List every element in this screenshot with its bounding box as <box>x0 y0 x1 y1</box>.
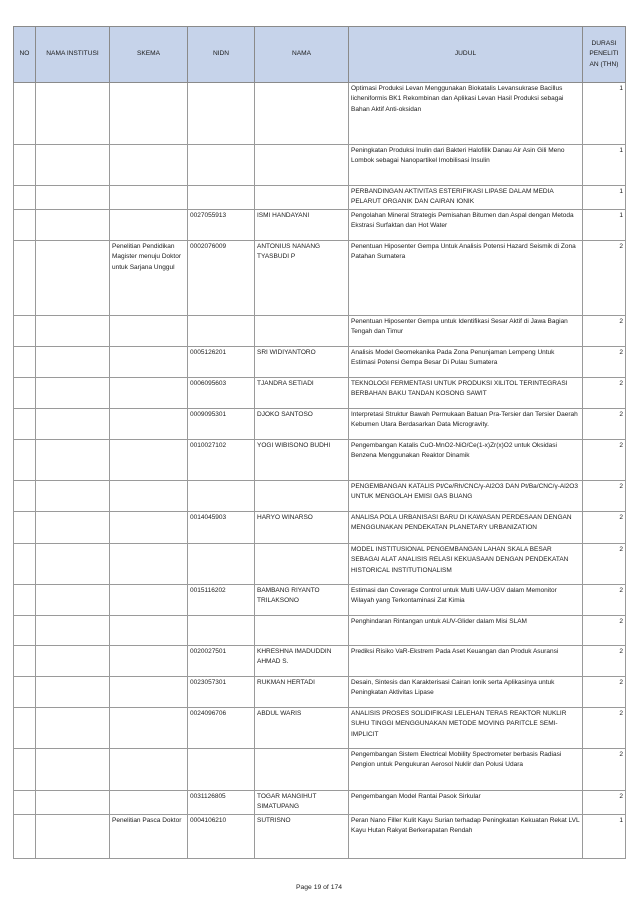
cell-nidn: 0005126201 <box>188 346 255 377</box>
cell-nama <box>255 748 349 790</box>
cell-institusi <box>36 315 110 346</box>
cell-nidn <box>188 748 255 790</box>
cell-skema <box>110 439 188 480</box>
cell-durasi: 2 <box>583 615 626 645</box>
cell-durasi: 2 <box>583 315 626 346</box>
cell-nidn: 0023057301 <box>188 676 255 707</box>
cell-nidn: 0015116202 <box>188 584 255 615</box>
table-row <box>14 543 626 584</box>
cell-nama: KHRESHNA IMADUDDIN AHMAD S. <box>255 645 349 676</box>
cell-no <box>14 315 36 346</box>
table-row <box>14 645 626 676</box>
cell-institusi <box>36 439 110 480</box>
cell-nama: ISMI HANDAYANI <box>255 209 349 240</box>
cell-nama: ANTONIUS NANANG TYASBUDI P <box>255 240 349 315</box>
table-row <box>14 615 626 645</box>
table-body <box>14 83 626 859</box>
cell-skema <box>110 83 188 145</box>
cell-institusi <box>36 814 110 858</box>
cell-skema <box>110 707 188 748</box>
table-row <box>14 480 626 511</box>
cell-institusi <box>36 748 110 790</box>
cell-durasi: 2 <box>583 439 626 480</box>
cell-nama: HARYO WINARSO <box>255 511 349 543</box>
cell-nama <box>255 186 349 210</box>
header-skema: SKEMA <box>110 27 188 83</box>
header-no: NO <box>14 27 36 83</box>
cell-institusi <box>36 480 110 511</box>
cell-nidn: 0004106210 <box>188 814 255 858</box>
cell-no <box>14 186 36 210</box>
cell-skema <box>110 790 188 814</box>
cell-nidn: 0027055913 <box>188 209 255 240</box>
cell-nama <box>255 145 349 186</box>
table-row <box>14 145 626 186</box>
cell-skema <box>110 480 188 511</box>
page-number: Page 19 of 174 <box>295 884 343 891</box>
cell-skema <box>110 186 188 210</box>
cell-nidn <box>188 315 255 346</box>
cell-judul: Desain, Sintesis dan Karakterisasi Cairan Ionik serta Aplikasinya untuk Peningkatan Aktivitas Lipase <box>349 676 583 707</box>
cell-nama: SUTRISNO <box>255 814 349 858</box>
cell-nama <box>255 83 349 145</box>
cell-skema <box>110 645 188 676</box>
cell-no <box>14 584 36 615</box>
cell-skema: Penelitian Pasca Doktor <box>110 814 188 858</box>
cell-durasi: 2 <box>583 346 626 377</box>
cell-nidn: 0010027102 <box>188 439 255 480</box>
table-row <box>14 83 626 145</box>
cell-no <box>14 645 36 676</box>
cell-judul: PERBANDINGAN AKTIVITAS ESTERIFIKASI LIPASE DALAM MEDIA PELARUT ORGANIK DAN CAIRAN IONIK <box>349 186 583 210</box>
cell-skema: Penelitian Pendidikan Magister menuju Doktor untuk Sarjana Unggul <box>110 240 188 315</box>
header-institusi: NAMA INSTITUSI <box>36 27 110 83</box>
cell-durasi: 2 <box>583 511 626 543</box>
cell-judul: ANALISA POLA URBANISASI BARU DI KAWASAN PERDESAAN DENGAN MENGGUNAKAN PENDEKATAN PLANETARY URBANIZATION <box>349 511 583 543</box>
cell-nama: SRI WIDIYANTORO <box>255 346 349 377</box>
cell-nidn: 0014045903 <box>188 511 255 543</box>
cell-nidn <box>188 543 255 584</box>
cell-durasi: 2 <box>583 543 626 584</box>
cell-nama: TOGAR MANGIHUT SIMATUPANG <box>255 790 349 814</box>
cell-skema <box>110 748 188 790</box>
cell-nidn <box>188 186 255 210</box>
cell-nidn: 0024096706 <box>188 707 255 748</box>
cell-durasi: 2 <box>583 676 626 707</box>
cell-judul: Pengolahan Mineral Strategis Pemisahan Bitumen dan Aspal dengan Metoda Ekstrasi Surfaktan dan Hot Water <box>349 209 583 240</box>
cell-judul: Prediksi Risiko VaR-Ekstrem Pada Aset Keuangan dan Produk Asuransi <box>349 645 583 676</box>
table-row <box>14 814 626 858</box>
cell-institusi <box>36 676 110 707</box>
cell-no <box>14 439 36 480</box>
cell-durasi: 2 <box>583 408 626 439</box>
table-row <box>14 748 626 790</box>
table-row <box>14 707 626 748</box>
cell-no <box>14 707 36 748</box>
cell-nidn <box>188 145 255 186</box>
cell-institusi <box>36 543 110 584</box>
document-page <box>13 26 625 859</box>
cell-nidn: 0002076009 <box>188 240 255 315</box>
table-row <box>14 439 626 480</box>
cell-skema <box>110 615 188 645</box>
cell-no <box>14 240 36 315</box>
cell-skema <box>110 584 188 615</box>
cell-durasi: 1 <box>583 814 626 858</box>
cell-nidn <box>188 615 255 645</box>
cell-nama: BAMBANG RIYANTO TRILAKSONO <box>255 584 349 615</box>
cell-nidn <box>188 480 255 511</box>
cell-durasi: 2 <box>583 645 626 676</box>
cell-no <box>14 748 36 790</box>
cell-durasi: 2 <box>583 748 626 790</box>
cell-durasi: 1 <box>583 83 626 145</box>
cell-judul: Penghindaran Rintangan untuk AUV-Glider dalam Misi SLAM <box>349 615 583 645</box>
table-row <box>14 790 626 814</box>
cell-institusi <box>36 790 110 814</box>
header-nidn: NIDN <box>188 27 255 83</box>
cell-no <box>14 615 36 645</box>
cell-nidn: 0020027501 <box>188 645 255 676</box>
table-row <box>14 676 626 707</box>
cell-durasi: 1 <box>583 209 626 240</box>
cell-no <box>14 145 36 186</box>
cell-judul: Peningkatan Produksi Inulin dari Bakteri Halofilik Danau Air Asin Gili Meno Lombok sebagai Nanopartikel Imobilisasi Insulin <box>349 145 583 186</box>
cell-skema <box>110 145 188 186</box>
table-row <box>14 346 626 377</box>
cell-nama <box>255 480 349 511</box>
cell-no <box>14 83 36 145</box>
cell-durasi: 2 <box>583 584 626 615</box>
cell-institusi <box>36 145 110 186</box>
cell-institusi <box>36 615 110 645</box>
cell-judul: Optimasi Produksi Levan Menggunakan Biokatalis Levansukrase Bacillus licheniformis BK1 Rekombinan dan Aplikasi Levan Hasil Produksi sebagai Bahan Aktif Anti-oksidan <box>349 83 583 145</box>
cell-judul: Penentuan Hiposenter Gempa untuk Identifikasi Sesar Aktif di Jawa Bagian Tengah dan Timur <box>349 315 583 346</box>
cell-nidn <box>188 83 255 145</box>
cell-judul: Peran Nano Filler Kulit Kayu Surian terhadap Peningkatan Kekuatan Rekat LVL Kayu Hutan Rakyat Berkerapatan Rendah <box>349 814 583 858</box>
cell-judul: Analisis Model Geomekanika Pada Zona Penunjaman Lempeng Untuk Estimasi Potensi Gempa Besar Di Pulau Sumatera <box>349 346 583 377</box>
header-row <box>14 27 626 83</box>
cell-no <box>14 814 36 858</box>
research-table <box>13 26 626 859</box>
cell-durasi: 2 <box>583 480 626 511</box>
cell-no <box>14 676 36 707</box>
cell-skema <box>110 543 188 584</box>
cell-no <box>14 346 36 377</box>
cell-institusi <box>36 186 110 210</box>
cell-durasi: 2 <box>583 240 626 315</box>
cell-institusi <box>36 377 110 408</box>
cell-skema <box>110 676 188 707</box>
cell-institusi <box>36 511 110 543</box>
cell-no <box>14 511 36 543</box>
cell-skema <box>110 346 188 377</box>
cell-institusi <box>36 707 110 748</box>
cell-judul: ANALISIS PROSES SOLIDIFIKASI LELEHAN TERAS REAKTOR NUKLIR SUHU TINGGI MENGGUNAKAN METODE MOVING PARITCLE SEMI-IMPLICIT <box>349 707 583 748</box>
cell-no <box>14 790 36 814</box>
header-judul: JUDUL <box>349 27 583 83</box>
cell-nidn: 0009095301 <box>188 408 255 439</box>
cell-nama <box>255 543 349 584</box>
cell-no <box>14 408 36 439</box>
cell-durasi: 1 <box>583 186 626 210</box>
cell-durasi: 2 <box>583 790 626 814</box>
cell-durasi: 2 <box>583 707 626 748</box>
table-row <box>14 584 626 615</box>
cell-skema <box>110 209 188 240</box>
cell-institusi <box>36 209 110 240</box>
cell-judul: Estimasi dan Coverage Control untuk Multi UAV-UGV dalam Memonitor Wilayah yang Terkontaminasi Zat Kimia <box>349 584 583 615</box>
cell-nama: TJANDRA SETIADI <box>255 377 349 408</box>
cell-institusi <box>36 346 110 377</box>
cell-institusi <box>36 408 110 439</box>
cell-no <box>14 480 36 511</box>
table-row <box>14 377 626 408</box>
cell-judul: Pengembangan Katalis CuO-MnO2-NiO/Ce(1-x)Zr(x)O2 untuk Oksidasi Benzena Menggunakan Reaktor Dinamik <box>349 439 583 480</box>
cell-institusi <box>36 645 110 676</box>
cell-durasi: 1 <box>583 145 626 186</box>
cell-institusi <box>36 584 110 615</box>
cell-institusi <box>36 240 110 315</box>
header-durasi: DURASI PENELITI AN (THN) <box>583 27 626 83</box>
cell-no <box>14 209 36 240</box>
cell-skema <box>110 408 188 439</box>
cell-no <box>14 543 36 584</box>
cell-nama <box>255 615 349 645</box>
cell-nidn: 0031126805 <box>188 790 255 814</box>
table-row <box>14 511 626 543</box>
cell-nama <box>255 315 349 346</box>
cell-nama: DJOKO SANTOSO <box>255 408 349 439</box>
cell-judul: Pengembangan Model Rantai Pasok Sirkular <box>349 790 583 814</box>
cell-nama: RUKMAN HERTADI <box>255 676 349 707</box>
cell-nidn: 0006095603 <box>188 377 255 408</box>
cell-skema <box>110 377 188 408</box>
cell-nama: YOGI WIBISONO BUDHI <box>255 439 349 480</box>
table-row <box>14 408 626 439</box>
cell-skema <box>110 511 188 543</box>
cell-judul: Interpretasi Struktur Bawah Permukaan Batuan Pra-Tersier dan Tersier Daerah Kebumen Utara Berdasarkan Data Microgravity. <box>349 408 583 439</box>
header-nama: NAMA <box>255 27 349 83</box>
table-row <box>14 209 626 240</box>
cell-judul: TEKNOLOGI FERMENTASI UNTUK PRODUKSI XILITOL TERINTEGRASI BERBAHAN BAKU TANDAN KOSONG SAWIT <box>349 377 583 408</box>
cell-judul: Penentuan Hiposenter Gempa Untuk Analisis Potensi Hazard Seismik di Zona Patahan Sumatera <box>349 240 583 315</box>
table-row <box>14 315 626 346</box>
cell-no <box>14 377 36 408</box>
cell-judul: MODEL INSTITUSIONAL PENGEMBANGAN LAHAN SKALA BESAR SEBAGAI ALAT ANALISIS RELASI KEKUASAAN DENGAN PENDEKATAN HISTORICAL INSTITUTIONALISM <box>349 543 583 584</box>
table-row <box>14 186 626 210</box>
cell-institusi <box>36 83 110 145</box>
cell-nama: ABDUL WARIS <box>255 707 349 748</box>
table-row <box>14 240 626 315</box>
cell-durasi: 2 <box>583 377 626 408</box>
cell-judul: PENGEMBANGAN KATALIS Pt/Ce/Rh/CNC/γ-Al2O3 DAN Pt/Ba/CNC/γ-Al2O3 UNTUK MENGOLAH EMISI GAS BUANG <box>349 480 583 511</box>
cell-judul: Pengembangan Sistem Electrical Mobility Spectrometer berbasis Radiasi Pengion untuk Pengukuran Aerosol Nuklir dan Polusi Udara <box>349 748 583 790</box>
cell-skema <box>110 315 188 346</box>
